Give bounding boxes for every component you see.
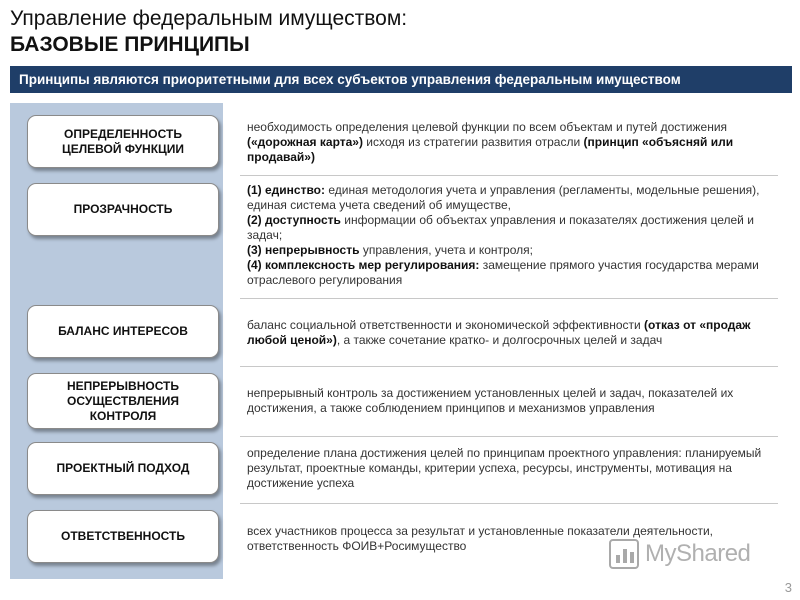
- separator: [240, 175, 778, 176]
- principle-pill-project: ПРОЕКТНЫЙ ПОДХОД: [27, 442, 219, 495]
- separator: [240, 298, 778, 299]
- principle-desc-balance: баланс социальной ответственности и экономической эффективности (отказ от «продаж любой ценой»), а также сочетание кратко- и долгосрочных целей и задач: [247, 318, 751, 347]
- separator: [240, 436, 778, 437]
- principle-desc-certainty: необходимость определения целевой функции по всем объектам и путей достижения («дорожная карта») исходя из стратегии развития отрасли (принцип «объясняй или продавай»): [247, 120, 734, 164]
- emphasis-text: («дорожная карта»): [247, 135, 363, 149]
- page-title: [10, 6, 407, 58]
- emphasis-text: (1) единство:: [247, 183, 326, 197]
- emphasis-text: (принцип «объясняй или продавай»): [247, 135, 734, 164]
- principle-desc-project: определение плана достижения целей по принципам проектного управления: планируемый результат, проектные команды, критерии успеха, ресурсы, инструменты, мотивация на достижение успеха: [247, 446, 762, 490]
- principles-banner: Принципы являются приоритетными для всех субъектов управления федеральным имуществом: [10, 66, 792, 93]
- emphasis-text: (2) доступность: [247, 213, 341, 227]
- emphasis-text: (4) комплексность мер регулирования:: [247, 258, 480, 272]
- emphasis-text: (3) непрерывность: [247, 243, 360, 257]
- separator: [240, 503, 778, 504]
- page-title-line2: БАЗОВЫЕ ПРИНЦИПЫ: [10, 33, 250, 56]
- page-title-line1: Управление федеральным имуществом:: [10, 7, 408, 30]
- principle-desc-responsibility: всех участников процесса за результат и установленные показатели деятельности, ответственность ФОИВ+Росимущество: [247, 524, 713, 553]
- principle-desc-transparency: (1) единство: единая методология учета и управления (регламенты, модельные решения), единая система учета сведений об имуществе, (2) доступность информации об объектах управления и показателях достижения целей и задач; (3) непрерывность управления, учета и контроля; (4) комплексность мер регулирования: замещение прямого участия государства мерами отраслевого регулирования: [247, 183, 760, 287]
- principle-pill-continuity: НЕПРЕРЫВНОСТЬ ОСУЩЕСТВЛЕНИЯ КОНТРОЛЯ: [27, 373, 219, 429]
- principle-pill-transparency: ПРОЗРАЧНОСТЬ: [27, 183, 219, 236]
- watermark: [609, 537, 774, 571]
- separator: [240, 366, 778, 367]
- principle-pill-certainty: ОПРЕДЕЛЕННОСТЬ ЦЕЛЕВОЙ ФУНКЦИИ: [27, 115, 219, 168]
- page-number: 3: [784, 580, 792, 595]
- principle-pill-responsibility: ОТВЕТСТВЕННОСТЬ: [27, 510, 219, 563]
- principle-desc-continuity: непрерывный контроль за достижением установленных целей и задач, показателей их достижения, а также соблюдением принципов и механизмов управления: [247, 386, 734, 415]
- emphasis-text: (отказ от «продаж любой ценой»): [247, 318, 751, 347]
- principle-pill-balance: БАЛАНС ИНТЕРЕСОВ: [27, 305, 219, 358]
- presentation-chart-icon: [609, 539, 639, 569]
- watermark-text: MyShared: [645, 540, 751, 567]
